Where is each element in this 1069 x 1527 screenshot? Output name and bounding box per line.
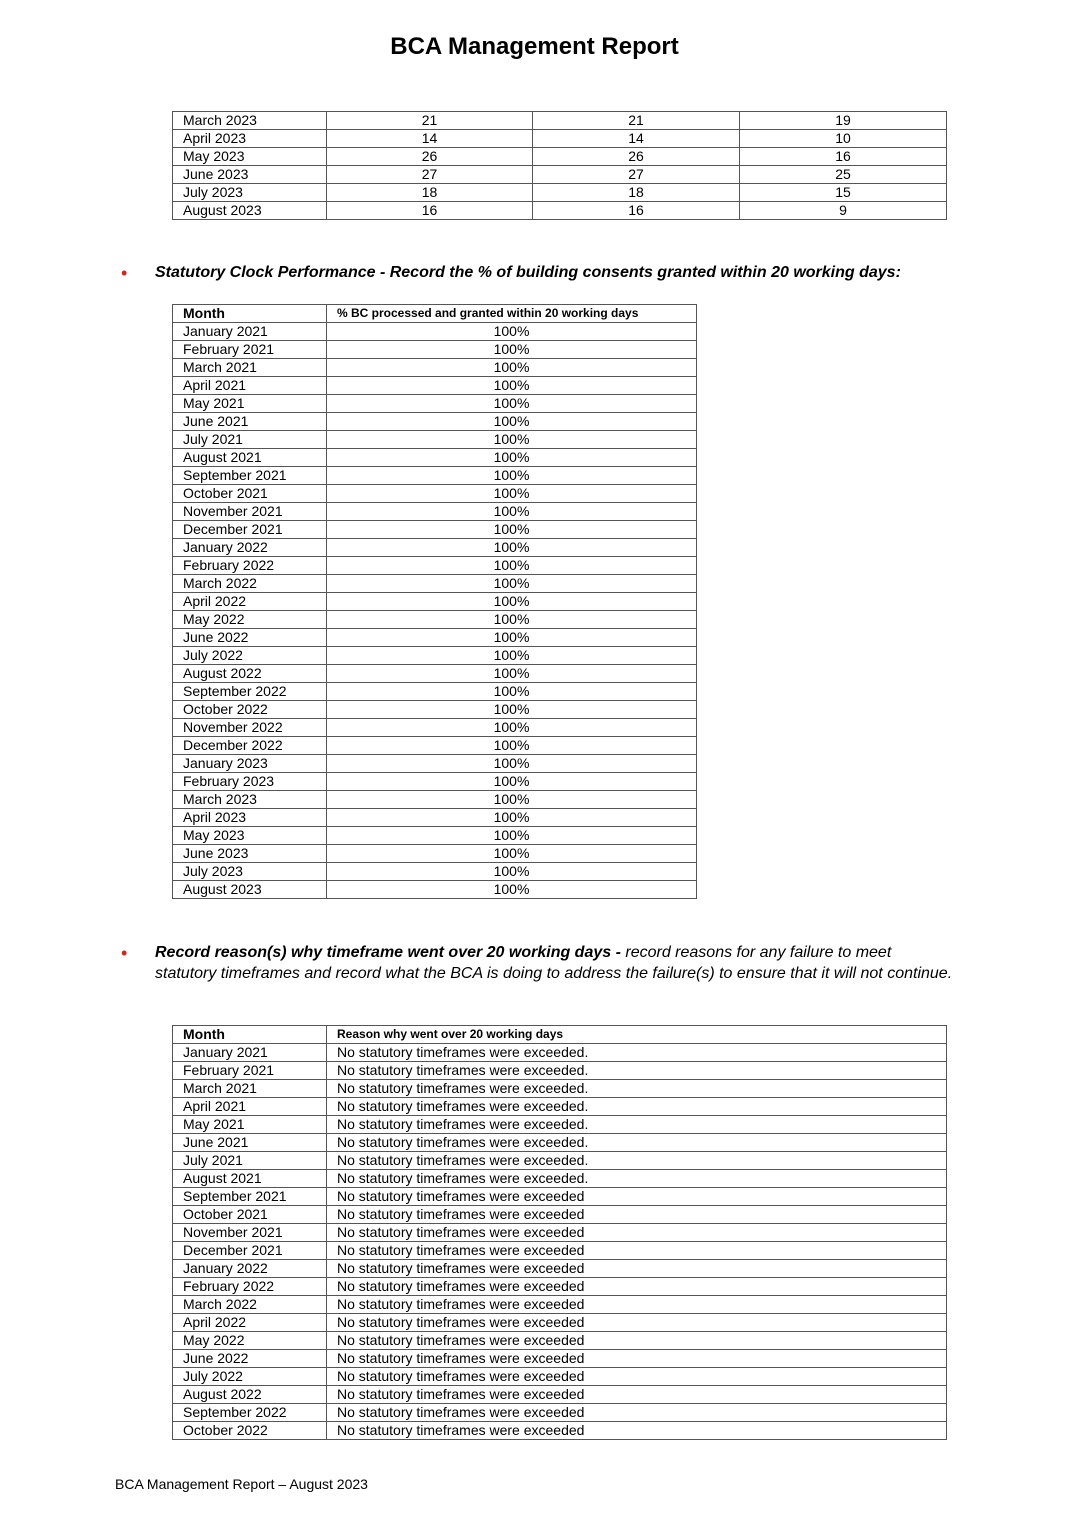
bullet-icon: • <box>121 263 128 283</box>
table-cell: June 2023 <box>173 845 327 863</box>
table-row <box>173 1044 947 1062</box>
table-cell: 15 <box>740 184 947 202</box>
table-row <box>173 1296 947 1314</box>
table-row <box>173 112 947 130</box>
table-row <box>173 503 697 521</box>
table-cell: 100% <box>327 665 697 683</box>
table-cell: No statutory timeframes were exceeded. <box>327 1116 947 1134</box>
table-row <box>173 737 697 755</box>
table-cell: November 2021 <box>173 1224 327 1242</box>
table-cell: 100% <box>327 845 697 863</box>
table-cell: September 2022 <box>173 1404 327 1422</box>
table-cell: August 2023 <box>173 202 327 220</box>
table-cell: 100% <box>327 827 697 845</box>
table-row <box>173 1152 947 1170</box>
table-row <box>173 1080 947 1098</box>
table-cell: 100% <box>327 575 697 593</box>
table-row <box>173 1332 947 1350</box>
reasons-table <box>172 1025 947 1440</box>
table-cell: May 2022 <box>173 1332 327 1350</box>
table-cell: 100% <box>327 863 697 881</box>
table-cell: March 2021 <box>173 359 327 377</box>
table-cell: No statutory timeframes were exceeded. <box>327 1170 947 1188</box>
table-cell: No statutory timeframes were exceeded <box>327 1350 947 1368</box>
table-cell: 100% <box>327 593 697 611</box>
table-cell: December 2021 <box>173 521 327 539</box>
table-cell: May 2022 <box>173 611 327 629</box>
table-cell: December 2021 <box>173 1242 327 1260</box>
table-cell: 100% <box>327 395 697 413</box>
table-row <box>173 593 697 611</box>
table-cell: No statutory timeframes were exceeded. <box>327 1152 947 1170</box>
table-cell: 100% <box>327 791 697 809</box>
table-row <box>173 202 947 220</box>
table-cell: 26 <box>327 148 533 166</box>
table-cell: May 2023 <box>173 827 327 845</box>
table-cell: January 2023 <box>173 755 327 773</box>
table-cell: April 2021 <box>173 1098 327 1116</box>
table-row <box>173 611 697 629</box>
table-cell: February 2023 <box>173 773 327 791</box>
table-cell: February 2021 <box>173 1062 327 1080</box>
table-row <box>173 719 697 737</box>
table-header-row <box>173 305 697 323</box>
table-cell: 100% <box>327 431 697 449</box>
table-cell: August 2021 <box>173 1170 327 1188</box>
table-cell: No statutory timeframes were exceeded <box>327 1224 947 1242</box>
table-row <box>173 1314 947 1332</box>
table-row <box>173 395 697 413</box>
table-cell: March 2022 <box>173 575 327 593</box>
table-row <box>173 485 697 503</box>
table-cell: August 2023 <box>173 881 327 899</box>
table-cell: 16 <box>327 202 533 220</box>
table-row <box>173 1242 947 1260</box>
table-cell: July 2021 <box>173 1152 327 1170</box>
table-cell: 25 <box>740 166 947 184</box>
table-row <box>173 449 697 467</box>
table-cell: October 2021 <box>173 485 327 503</box>
table-row <box>173 1386 947 1404</box>
column-header-percent: % BC processed and granted within 20 working days <box>327 305 697 323</box>
table-row <box>173 467 697 485</box>
table-cell: 100% <box>327 719 697 737</box>
table-cell: 18 <box>327 184 533 202</box>
table-cell: August 2022 <box>173 665 327 683</box>
table-row <box>173 1368 947 1386</box>
table-row <box>173 755 697 773</box>
table-cell: March 2022 <box>173 1296 327 1314</box>
table-cell: 21 <box>327 112 533 130</box>
table-cell: 10 <box>740 130 947 148</box>
table-header-row <box>173 1026 947 1044</box>
table-row <box>173 1404 947 1422</box>
table-cell: March 2021 <box>173 1080 327 1098</box>
table-row <box>173 665 697 683</box>
table-cell: 16 <box>740 148 947 166</box>
table-row <box>173 881 697 899</box>
table-cell: January 2022 <box>173 1260 327 1278</box>
table-row <box>173 827 697 845</box>
table-cell: January 2022 <box>173 539 327 557</box>
table-cell: No statutory timeframes were exceeded <box>327 1278 947 1296</box>
table-cell: June 2022 <box>173 629 327 647</box>
table-cell: November 2021 <box>173 503 327 521</box>
table-cell: 100% <box>327 809 697 827</box>
table-row <box>173 359 697 377</box>
table-cell: February 2022 <box>173 1278 327 1296</box>
table-row <box>173 1206 947 1224</box>
table-cell: November 2022 <box>173 719 327 737</box>
table-cell: September 2021 <box>173 1188 327 1206</box>
statutory-clock-table <box>172 304 697 899</box>
page-title: BCA Management Report <box>390 33 679 60</box>
table-cell: No statutory timeframes were exceeded. <box>327 1134 947 1152</box>
table-cell: 100% <box>327 647 697 665</box>
table-cell: 100% <box>327 683 697 701</box>
table-cell: 100% <box>327 359 697 377</box>
table-cell: 100% <box>327 323 697 341</box>
table-cell: 27 <box>533 166 740 184</box>
table-cell: 100% <box>327 485 697 503</box>
statutory-clock-heading: Statutory Clock Performance - Record the % of building consents granted within 20 working days: <box>155 264 901 281</box>
table-cell: No statutory timeframes were exceeded <box>327 1404 947 1422</box>
column-header-reason: Reason why went over 20 working days <box>327 1026 947 1044</box>
table-cell: January 2021 <box>173 1044 327 1062</box>
table-cell: 18 <box>533 184 740 202</box>
table-cell: No statutory timeframes were exceeded <box>327 1368 947 1386</box>
table-cell: May 2021 <box>173 395 327 413</box>
table-cell: September 2022 <box>173 683 327 701</box>
table-cell: August 2021 <box>173 449 327 467</box>
table-row <box>173 1224 947 1242</box>
table-cell: 100% <box>327 881 697 899</box>
table-cell: July 2022 <box>173 647 327 665</box>
table-cell: No statutory timeframes were exceeded <box>327 1386 947 1404</box>
consents-table <box>172 111 947 220</box>
table-cell: April 2023 <box>173 130 327 148</box>
table-row <box>173 130 947 148</box>
page-footer: BCA Management Report – August 2023 <box>115 1476 368 1492</box>
bullet-icon: • <box>121 943 128 963</box>
table-cell: No statutory timeframes were exceeded <box>327 1188 947 1206</box>
table-cell: October 2022 <box>173 701 327 719</box>
table-cell: August 2022 <box>173 1386 327 1404</box>
table-cell: 100% <box>327 701 697 719</box>
table-cell: July 2023 <box>173 863 327 881</box>
table-row <box>173 521 697 539</box>
table-row <box>173 148 947 166</box>
table-cell: June 2022 <box>173 1350 327 1368</box>
table-cell: 14 <box>327 130 533 148</box>
table-row <box>173 1062 947 1080</box>
table-cell: December 2022 <box>173 737 327 755</box>
table-cell: 100% <box>327 773 697 791</box>
table-row <box>173 647 697 665</box>
table-cell: June 2023 <box>173 166 327 184</box>
table-row <box>173 1170 947 1188</box>
table-cell: No statutory timeframes were exceeded <box>327 1242 947 1260</box>
table-row <box>173 431 697 449</box>
table-cell: June 2021 <box>173 1134 327 1152</box>
statutory-clock-table-body <box>173 323 697 899</box>
table-row <box>173 341 697 359</box>
table-cell: 100% <box>327 755 697 773</box>
table-cell: No statutory timeframes were exceeded. <box>327 1062 947 1080</box>
table-cell: March 2023 <box>173 791 327 809</box>
table-cell: No statutory timeframes were exceeded <box>327 1422 947 1440</box>
table-cell: No statutory timeframes were exceeded <box>327 1332 947 1350</box>
table-cell: 19 <box>740 112 947 130</box>
table-cell: 100% <box>327 467 697 485</box>
table-row <box>173 184 947 202</box>
table-cell: No statutory timeframes were exceeded. <box>327 1044 947 1062</box>
table-cell: 100% <box>327 413 697 431</box>
table-row <box>173 1278 947 1296</box>
column-header-month: Month <box>173 305 327 323</box>
table-row <box>173 701 697 719</box>
table-row <box>173 629 697 647</box>
table-row <box>173 377 697 395</box>
reasons-heading-rest: record reasons for any failure to meet statutory timeframes and record what the BCA is doing to address the failure(s) to ensure that it will not continue. <box>155 944 953 982</box>
reasons-table-body <box>173 1044 947 1440</box>
table-cell: July 2022 <box>173 1368 327 1386</box>
table-row <box>173 1350 947 1368</box>
table-cell: May 2023 <box>173 148 327 166</box>
table-cell: No statutory timeframes were exceeded. <box>327 1080 947 1098</box>
table-cell: 27 <box>327 166 533 184</box>
table-cell: 100% <box>327 503 697 521</box>
table-cell: July 2021 <box>173 431 327 449</box>
table-cell: April 2022 <box>173 1314 327 1332</box>
table-cell: October 2022 <box>173 1422 327 1440</box>
table-cell: March 2023 <box>173 112 327 130</box>
table-cell: 100% <box>327 449 697 467</box>
table-cell: January 2021 <box>173 323 327 341</box>
table-cell: No statutory timeframes were exceeded <box>327 1296 947 1314</box>
table-row <box>173 557 697 575</box>
reasons-heading <box>155 942 955 984</box>
table-cell: 100% <box>327 539 697 557</box>
table-row <box>173 539 697 557</box>
table-cell: July 2023 <box>173 184 327 202</box>
table-row <box>173 1134 947 1152</box>
table-cell: February 2021 <box>173 341 327 359</box>
table-cell: April 2021 <box>173 377 327 395</box>
table-cell: No statutory timeframes were exceeded <box>327 1314 947 1332</box>
column-header-month: Month <box>173 1026 327 1044</box>
table-cell: February 2022 <box>173 557 327 575</box>
table-cell: April 2022 <box>173 593 327 611</box>
table-cell: 100% <box>327 737 697 755</box>
table-cell: 21 <box>533 112 740 130</box>
table-cell: 16 <box>533 202 740 220</box>
table-cell: 100% <box>327 341 697 359</box>
table-row <box>173 809 697 827</box>
table-row <box>173 413 697 431</box>
table-cell: 100% <box>327 629 697 647</box>
table-row <box>173 1116 947 1134</box>
table-cell: April 2023 <box>173 809 327 827</box>
table-cell: 9 <box>740 202 947 220</box>
table-cell: 26 <box>533 148 740 166</box>
table-cell: 14 <box>533 130 740 148</box>
table-cell: 100% <box>327 557 697 575</box>
table-row <box>173 575 697 593</box>
table-row <box>173 773 697 791</box>
table-cell: 100% <box>327 521 697 539</box>
table-row <box>173 1188 947 1206</box>
table-row <box>173 323 697 341</box>
table-row <box>173 845 697 863</box>
consents-table-body <box>173 112 947 220</box>
table-row <box>173 1260 947 1278</box>
table-cell: 100% <box>327 611 697 629</box>
table-row <box>173 1422 947 1440</box>
table-row <box>173 791 697 809</box>
table-cell: 100% <box>327 377 697 395</box>
reasons-heading-bold: Record reason(s) why timeframe went over 20 working days - <box>155 944 621 961</box>
table-cell: May 2021 <box>173 1116 327 1134</box>
table-cell: No statutory timeframes were exceeded <box>327 1260 947 1278</box>
table-cell: June 2021 <box>173 413 327 431</box>
table-cell: No statutory timeframes were exceeded. <box>327 1098 947 1116</box>
table-cell: September 2021 <box>173 467 327 485</box>
table-cell: No statutory timeframes were exceeded <box>327 1206 947 1224</box>
table-row <box>173 683 697 701</box>
table-row <box>173 863 697 881</box>
table-row <box>173 1098 947 1116</box>
table-cell: October 2021 <box>173 1206 327 1224</box>
table-row <box>173 166 947 184</box>
